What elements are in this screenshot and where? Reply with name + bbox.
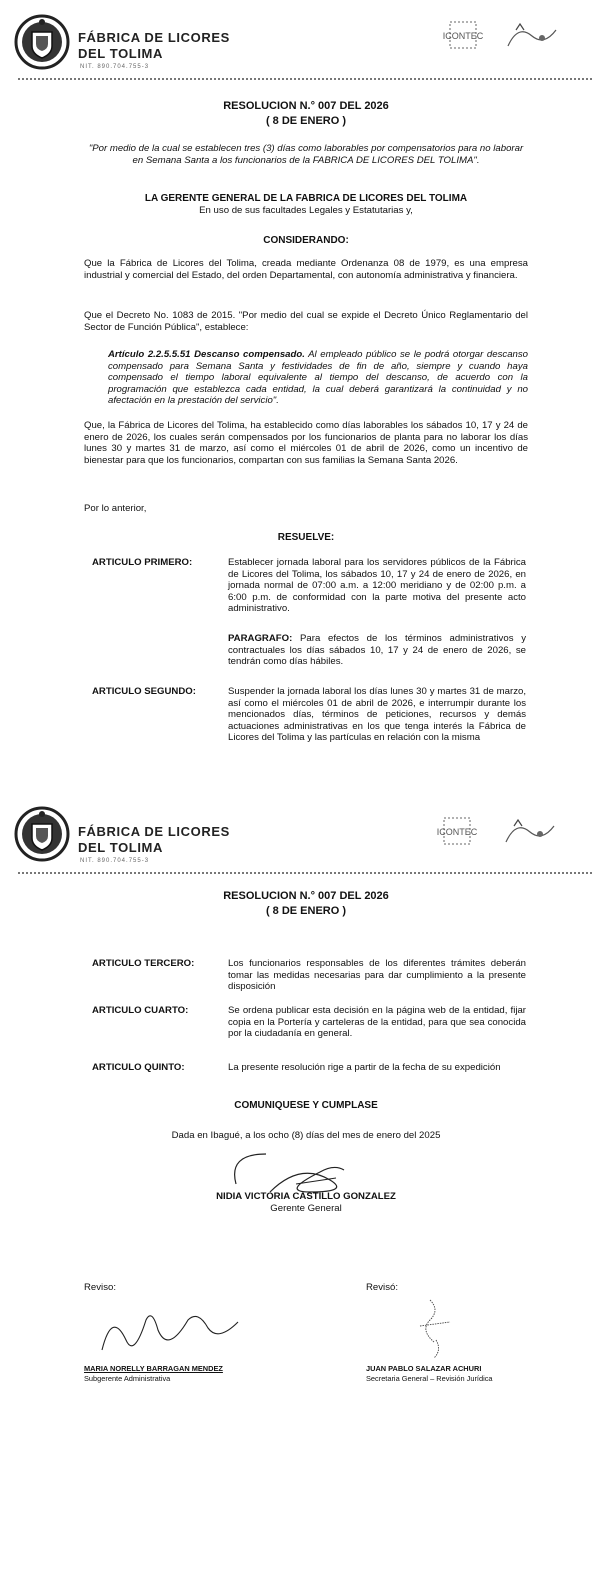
paragrafo-label: PARAGRAFO: xyxy=(228,633,293,644)
resolution-date: ( 8 DE ENERO ) xyxy=(265,905,347,917)
certification-seal-icon xyxy=(436,814,478,848)
tolima-brand-icon xyxy=(500,812,562,852)
closing-heading: COMUNIQUESE Y CUMPLASE xyxy=(234,1100,378,1111)
tolima-brand-icon xyxy=(502,16,562,56)
page-2 xyxy=(0,792,612,1584)
resuelve-heading: RESUELVE: xyxy=(277,532,335,543)
considerando-paragraph-1: Que la Fábrica de Licores del Tolima, creada mediante Ordenanza 08 de 1979, es una empresa industrial y comercial del Estado, del orden Departamental, con autonomía administrativa y financiera. xyxy=(84,258,528,281)
resolution-date: ( 8 DE ENERO ) xyxy=(265,115,347,127)
brand-name: FÁBRICA DE LICORES xyxy=(78,30,230,45)
signature-reviso-right-icon xyxy=(400,1292,470,1364)
resolution-title: RESOLUCION N.° 007 DEL 2026 xyxy=(223,100,389,112)
article-1-label: ARTICULO PRIMERO: xyxy=(92,557,193,568)
decree-article-ref: Artículo 2.2.5.5.51 Descanso compensado. xyxy=(108,349,305,360)
resolution-subject: "Por medio de la cual se establecen tres (3) días como laborables por compensatorios para no laborar en Semana Santa a los funcionarios de la FABRICA DE LICORES DEL TOLIMA". xyxy=(88,143,524,166)
article-5-label: ARTICULO QUINTO: xyxy=(92,1062,185,1073)
svg-text:ICONTEC: ICONTEC xyxy=(436,827,478,837)
nit-number: NIT. 890.704.755-3 xyxy=(80,64,150,70)
considerando-paragraph-3: Que, la Fábrica de Licores del Tolima, ha establecido como días laborables los sábados 10, 17 y 24 de enero de 2026, los cuales serán compensados por los funcionarios de planta para no laborar los días lunes 30 y martes 31 de marzo, así como el miércoles 01 de abril de 2026, como un incentivo de bienestar para que los funcionarios, compartan con sus familias la Semana Santa 2026. xyxy=(84,420,528,466)
article-2-label: ARTICULO SEGUNDO: xyxy=(92,686,196,697)
signer-name: NIDIA VICTORIA CASTILLO GONZALEZ xyxy=(216,1191,396,1202)
review-right-label: Revisó: xyxy=(366,1282,398,1293)
header-divider xyxy=(18,872,592,878)
considerando-heading: CONSIDERANDO: xyxy=(263,235,349,246)
review-right-name: JUAN PABLO SALAZAR ACHURI xyxy=(366,1364,482,1373)
brand-name-line2: DEL TOLIMA xyxy=(78,840,163,855)
review-left-role: Subgerente Administrativa xyxy=(84,1374,171,1383)
review-right-role: Secretaria General – Revisión Jurídica xyxy=(366,1374,493,1383)
shield-logo-icon xyxy=(14,806,70,862)
signature-reviso-left-icon xyxy=(96,1302,246,1362)
paragrafo-text: Para efectos de los términos administrativos y contractuales los días sábados 10, 17 y 24 de enero de 2026, se tendrán como días hábiles. xyxy=(228,633,526,668)
authority-title: LA GERENTE GENERAL DE LA FABRICA DE LICORES DEL TOLIMA xyxy=(144,193,468,204)
nit-number: NIT. 890.704.755-3 xyxy=(80,858,150,864)
article-4-text: Se ordena publicar esta decisión en la página web de la entidad, fijar copia en la Portería y carteleras de la entidad, para que sea conocida por la ciudadanía en general. xyxy=(228,1005,526,1040)
svg-text:ICONTEC: ICONTEC xyxy=(442,31,484,41)
letterhead xyxy=(0,0,612,100)
article-3-text: Los funcionarios responsables de los diferentes trámites deberán tomar las medidas necesarias para dar cumplimiento a la presente disposición xyxy=(228,958,526,993)
brand-name: FÁBRICA DE LICORES xyxy=(78,824,230,839)
article-1-text: Establecer jornada laboral para los servidores públicos de la Fábrica de Licores del Tolima, los sábados 10, 17 y 24 de enero de 2026, en jornada normal de 07:00 a.m. a 12:00 meridiano y de 02:00 p.m. a 6:00 p.m. de conformidad con la parte motiva del presente acto administrativo. xyxy=(228,557,526,615)
header-divider xyxy=(18,78,592,84)
decree-quote xyxy=(108,349,528,407)
letterhead xyxy=(0,792,612,892)
given-statement: Dada en Ibagué, a los ocho (8) días del mes de enero del 2025 xyxy=(171,1130,441,1141)
article-5-text: La presente resolución rige a partir de la fecha de su expedición xyxy=(228,1062,501,1073)
decree-quote-text: Al empleado público se le podrá otorgar descanso compensado para Semana Santa y festividades de fin de año, siempre y cuando haya compensado el tiempo laboral equivalente al tiempo del descanso, de acuerdo con la programación que establezca cada entidad, la cual deberá garantizará la continuidad y no afectación en la prestación del servicio". xyxy=(108,349,528,407)
review-left-name: MARIA NORELLY BARRAGAN MENDEZ xyxy=(84,1364,223,1373)
brand-name-line2: DEL TOLIMA xyxy=(78,46,163,61)
paragrafo xyxy=(228,633,526,668)
authority-subtitle: En uso de sus facultades Legales y Estatutarias y, xyxy=(199,205,413,216)
signer-role: Gerente General xyxy=(270,1203,342,1214)
article-2-text: Suspender la jornada laboral los días lunes 30 y martes 31 de marzo, así como el miércoles 01 de abril de 2026, e interrumpir durante los mencionados días, términos de peticiones, recursos y demás actuaciones administrativas en los que tenga interés la Fábrica de Licores del Tolima y las partículas en relación con la misma xyxy=(228,686,526,744)
review-left-label: Reviso: xyxy=(84,1282,116,1293)
article-4-label: ARTICULO CUARTO: xyxy=(92,1005,189,1016)
article-3-label: ARTICULO TERCERO: xyxy=(92,958,195,969)
shield-logo-icon xyxy=(14,14,70,70)
resolution-title: RESOLUCION N.° 007 DEL 2026 xyxy=(223,890,389,902)
certification-seal-icon xyxy=(442,18,484,52)
considerando-paragraph-4: Por lo anterior, xyxy=(84,503,147,514)
considerando-paragraph-2: Que el Decreto No. 1083 de 2015. "Por medio del cual se expide el Decreto Único Reglamentario del Sector de Función Pública", establece: xyxy=(84,310,528,333)
